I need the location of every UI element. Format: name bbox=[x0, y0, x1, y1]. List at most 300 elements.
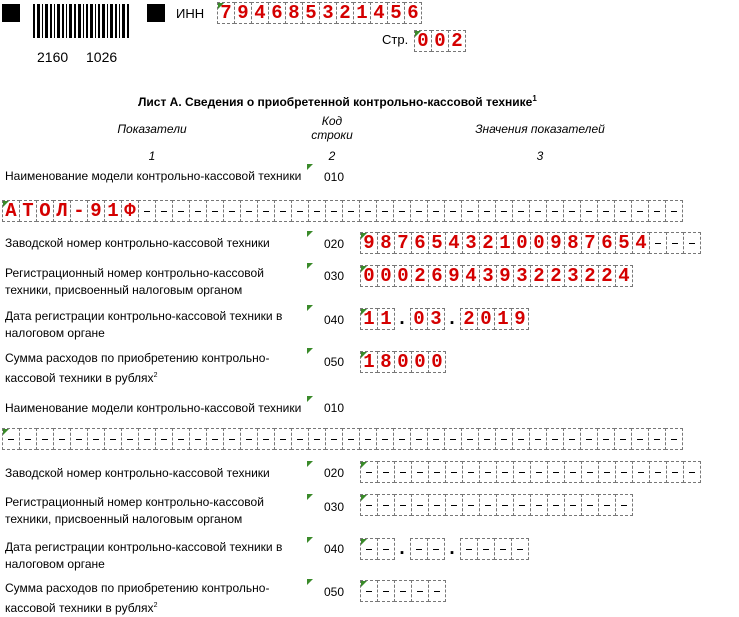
char-cell[interactable] bbox=[428, 232, 446, 254]
empty-dash bbox=[654, 211, 660, 212]
char-cell[interactable] bbox=[428, 461, 446, 483]
char-cell[interactable] bbox=[302, 2, 320, 24]
char-cell[interactable] bbox=[615, 461, 633, 483]
char-cell[interactable] bbox=[360, 461, 378, 483]
char-cell[interactable] bbox=[479, 461, 497, 483]
char-cell[interactable] bbox=[393, 428, 411, 450]
cell-char: 3 bbox=[465, 232, 477, 254]
char-cell[interactable] bbox=[257, 200, 275, 222]
char-cell[interactable] bbox=[325, 200, 343, 222]
char-cell[interactable] bbox=[564, 494, 582, 516]
char-cell[interactable] bbox=[648, 200, 666, 222]
char-cell[interactable] bbox=[513, 461, 531, 483]
cell-char: 4 bbox=[465, 265, 477, 287]
char-cell[interactable] bbox=[581, 265, 599, 287]
char-cell[interactable] bbox=[360, 265, 378, 287]
char-cell[interactable] bbox=[649, 232, 667, 254]
char-cell[interactable] bbox=[513, 494, 531, 516]
char-cell[interactable] bbox=[370, 2, 388, 24]
char-cell[interactable] bbox=[377, 580, 395, 602]
char-cell[interactable] bbox=[411, 580, 429, 602]
char-cell[interactable] bbox=[360, 308, 378, 330]
char-cell[interactable] bbox=[530, 461, 548, 483]
marker-icon bbox=[307, 461, 313, 467]
char-cell[interactable] bbox=[563, 428, 581, 450]
char-cell[interactable] bbox=[285, 2, 303, 24]
char-cell[interactable] bbox=[223, 428, 241, 450]
marker-icon bbox=[361, 495, 367, 501]
char-cell[interactable] bbox=[632, 232, 650, 254]
char-cell[interactable] bbox=[206, 428, 224, 450]
reg-label-1b: техники, присвоенный налоговым органом bbox=[5, 283, 243, 297]
empty-dash bbox=[417, 591, 423, 592]
cell-char: 7 bbox=[220, 2, 232, 24]
cell-char: 0 bbox=[434, 30, 446, 52]
char-cell[interactable] bbox=[448, 30, 466, 52]
char-cell[interactable] bbox=[410, 200, 428, 222]
char-cell[interactable] bbox=[104, 200, 122, 222]
cell-char: 5 bbox=[390, 2, 402, 24]
char-cell[interactable] bbox=[359, 200, 377, 222]
char-cell[interactable] bbox=[377, 232, 395, 254]
char-cell[interactable] bbox=[445, 494, 463, 516]
char-cell[interactable] bbox=[360, 580, 378, 602]
cell-char: О bbox=[39, 200, 51, 222]
date-label-1a: Дата регистрации контрольно-кассовой техники в bbox=[5, 309, 283, 323]
char-cell[interactable] bbox=[479, 232, 497, 254]
empty-dash bbox=[433, 439, 439, 440]
char-cell[interactable] bbox=[87, 428, 105, 450]
empty-dash bbox=[502, 472, 508, 473]
char-cell[interactable] bbox=[631, 428, 649, 450]
char-cell[interactable] bbox=[614, 200, 632, 222]
empty-dash bbox=[485, 472, 491, 473]
char-cell[interactable] bbox=[87, 200, 105, 222]
char-cell[interactable] bbox=[19, 428, 37, 450]
char-cell[interactable] bbox=[547, 461, 565, 483]
char-cell[interactable] bbox=[104, 428, 122, 450]
empty-dash bbox=[654, 439, 660, 440]
char-cell[interactable] bbox=[234, 2, 252, 24]
sheet-title: Лист А. Сведения о приобретенной контрольно-кассовой технике$^1$ bbox=[138, 94, 537, 109]
empty-dash bbox=[314, 439, 320, 440]
char-cell[interactable] bbox=[308, 200, 326, 222]
char-cell[interactable] bbox=[597, 200, 615, 222]
empty-dash bbox=[417, 472, 423, 473]
char-cell[interactable] bbox=[70, 200, 88, 222]
char-cell[interactable] bbox=[615, 494, 633, 516]
marker-icon bbox=[361, 462, 367, 468]
empty-dash bbox=[400, 591, 406, 592]
cell-char: 9 bbox=[448, 265, 460, 287]
char-cell[interactable] bbox=[138, 428, 156, 450]
char-cell[interactable] bbox=[410, 538, 428, 560]
empty-dash bbox=[483, 549, 489, 550]
cell-char: 4 bbox=[635, 232, 647, 254]
char-cell[interactable] bbox=[308, 428, 326, 450]
char-cell[interactable] bbox=[580, 200, 598, 222]
char-cell[interactable] bbox=[428, 580, 446, 602]
char-cell[interactable] bbox=[404, 2, 422, 24]
char-cell[interactable] bbox=[581, 232, 599, 254]
char-cell[interactable] bbox=[496, 494, 514, 516]
char-cell[interactable] bbox=[513, 232, 531, 254]
char-cell[interactable] bbox=[36, 200, 54, 222]
char-cell[interactable] bbox=[581, 494, 599, 516]
char-cell[interactable] bbox=[649, 461, 667, 483]
marker-icon bbox=[361, 233, 367, 239]
date-separator: . bbox=[399, 538, 405, 559]
char-cell[interactable] bbox=[428, 265, 446, 287]
char-cell[interactable] bbox=[511, 538, 529, 560]
char-cell[interactable] bbox=[530, 265, 548, 287]
char-cell[interactable] bbox=[648, 428, 666, 450]
char-cell[interactable] bbox=[462, 461, 480, 483]
cell-char: 8 bbox=[380, 232, 392, 254]
empty-dash bbox=[400, 472, 406, 473]
barcode-number-left: 2160 bbox=[37, 49, 69, 65]
char-cell[interactable] bbox=[598, 461, 616, 483]
char-cell[interactable] bbox=[53, 200, 71, 222]
cell-char: 0 bbox=[380, 265, 392, 287]
char-cell[interactable] bbox=[2, 428, 20, 450]
char-cell[interactable] bbox=[377, 308, 395, 330]
char-cell[interactable] bbox=[387, 2, 405, 24]
empty-dash bbox=[637, 439, 643, 440]
empty-dash bbox=[280, 211, 286, 212]
char-cell[interactable] bbox=[564, 232, 582, 254]
char-cell[interactable] bbox=[376, 428, 394, 450]
char-cell[interactable] bbox=[632, 461, 650, 483]
char-cell[interactable] bbox=[564, 461, 582, 483]
char-cell[interactable] bbox=[512, 428, 530, 450]
empty-dash bbox=[365, 211, 371, 212]
char-cell[interactable] bbox=[189, 428, 207, 450]
empty-dash bbox=[671, 439, 677, 440]
char-cell[interactable] bbox=[274, 200, 292, 222]
empty-dash bbox=[536, 505, 542, 506]
char-cell[interactable] bbox=[394, 265, 412, 287]
line-code-030-2: 030 bbox=[324, 500, 345, 514]
marker-icon bbox=[307, 305, 313, 311]
reg-cells-1[interactable] bbox=[360, 265, 632, 287]
char-cell[interactable] bbox=[496, 265, 514, 287]
cell-char: 1 bbox=[363, 308, 375, 330]
char-cell[interactable] bbox=[529, 200, 547, 222]
char-cell[interactable] bbox=[512, 200, 530, 222]
inn-cells[interactable] bbox=[217, 2, 421, 24]
char-cell[interactable] bbox=[394, 461, 412, 483]
char-cell[interactable] bbox=[631, 200, 649, 222]
cell-char: 9 bbox=[90, 200, 102, 222]
char-cell[interactable] bbox=[121, 428, 139, 450]
char-cell[interactable] bbox=[460, 308, 478, 330]
char-cell[interactable] bbox=[546, 428, 564, 450]
empty-dash bbox=[383, 505, 389, 506]
char-cell[interactable] bbox=[580, 428, 598, 450]
char-cell[interactable] bbox=[291, 200, 309, 222]
char-cell[interactable] bbox=[319, 2, 337, 24]
char-cell[interactable] bbox=[138, 200, 156, 222]
char-cell[interactable] bbox=[53, 428, 71, 450]
char-cell[interactable] bbox=[411, 232, 429, 254]
char-cell[interactable] bbox=[274, 428, 292, 450]
char-cell[interactable] bbox=[445, 265, 463, 287]
char-cell[interactable] bbox=[427, 538, 445, 560]
empty-dash bbox=[195, 211, 201, 212]
serial-cells-1[interactable] bbox=[360, 232, 700, 254]
char-cell[interactable] bbox=[666, 461, 684, 483]
empty-dash bbox=[620, 439, 626, 440]
date-cells-2[interactable] bbox=[360, 538, 528, 560]
char-cell[interactable] bbox=[445, 461, 463, 483]
char-cell[interactable] bbox=[431, 30, 449, 52]
reg-cells-2[interactable] bbox=[360, 494, 632, 516]
char-cell[interactable] bbox=[19, 200, 37, 222]
column-header-indicators: Показатели bbox=[117, 122, 187, 136]
char-cell[interactable] bbox=[223, 200, 241, 222]
empty-dash bbox=[467, 211, 473, 212]
char-cell[interactable] bbox=[477, 308, 495, 330]
char-cell[interactable] bbox=[172, 200, 190, 222]
cell-char: 1 bbox=[380, 308, 392, 330]
cell-char: 5 bbox=[431, 232, 443, 254]
sum-cells-2[interactable] bbox=[360, 580, 445, 602]
char-cell[interactable] bbox=[547, 232, 565, 254]
char-cell[interactable] bbox=[496, 461, 514, 483]
char-cell[interactable] bbox=[546, 200, 564, 222]
char-cell[interactable] bbox=[36, 428, 54, 450]
empty-dash bbox=[620, 211, 626, 212]
cell-char: 3 bbox=[516, 265, 528, 287]
char-cell[interactable] bbox=[377, 538, 395, 560]
cell-char: 0 bbox=[431, 351, 443, 373]
column-number-2: 2 bbox=[328, 149, 336, 163]
char-cell[interactable] bbox=[360, 351, 378, 373]
empty-dash bbox=[553, 505, 559, 506]
cell-char: 3 bbox=[567, 265, 579, 287]
empty-dash bbox=[229, 211, 235, 212]
char-cell[interactable] bbox=[427, 428, 445, 450]
char-cell[interactable] bbox=[377, 494, 395, 516]
marker-icon bbox=[307, 231, 313, 237]
empty-dash bbox=[348, 211, 354, 212]
char-cell[interactable] bbox=[495, 200, 513, 222]
empty-dash bbox=[519, 505, 525, 506]
sum-cells-1[interactable] bbox=[360, 351, 445, 373]
page-label: Стр. bbox=[382, 32, 409, 47]
empty-dash bbox=[517, 549, 523, 550]
char-cell[interactable] bbox=[342, 428, 360, 450]
sum-label-1b: кассовой техники в рублях$^2$ bbox=[5, 371, 158, 385]
char-cell[interactable] bbox=[410, 308, 428, 330]
char-cell[interactable] bbox=[494, 308, 512, 330]
column-header-code: Код строки bbox=[311, 114, 353, 142]
char-cell[interactable] bbox=[683, 461, 701, 483]
char-cell[interactable] bbox=[598, 232, 616, 254]
char-cell[interactable] bbox=[411, 461, 429, 483]
char-cell[interactable] bbox=[360, 538, 378, 560]
char-cell[interactable] bbox=[155, 200, 173, 222]
empty-dash bbox=[161, 211, 167, 212]
line-code-040-2: 040 bbox=[324, 542, 345, 556]
char-cell[interactable] bbox=[411, 265, 429, 287]
empty-dash bbox=[229, 439, 235, 440]
char-cell[interactable] bbox=[394, 580, 412, 602]
char-cell[interactable] bbox=[394, 232, 412, 254]
char-cell[interactable] bbox=[564, 265, 582, 287]
char-cell[interactable] bbox=[597, 428, 615, 450]
char-cell[interactable] bbox=[427, 200, 445, 222]
char-cell[interactable] bbox=[460, 538, 478, 560]
char-cell[interactable] bbox=[547, 265, 565, 287]
char-cell[interactable] bbox=[462, 265, 480, 287]
char-cell[interactable] bbox=[377, 351, 395, 373]
char-cell[interactable] bbox=[581, 461, 599, 483]
inn-label: ИНН bbox=[176, 6, 205, 21]
char-cell[interactable] bbox=[240, 200, 258, 222]
column-number-1: 1 bbox=[148, 149, 156, 163]
char-cell[interactable] bbox=[336, 2, 354, 24]
char-cell[interactable] bbox=[217, 2, 235, 24]
empty-dash bbox=[518, 211, 524, 212]
char-cell[interactable] bbox=[478, 200, 496, 222]
char-cell[interactable] bbox=[530, 494, 548, 516]
char-cell[interactable] bbox=[257, 428, 275, 450]
cell-char: 2 bbox=[533, 265, 545, 287]
char-cell[interactable] bbox=[496, 232, 514, 254]
empty-dash bbox=[144, 211, 150, 212]
char-cell[interactable] bbox=[428, 494, 446, 516]
char-cell[interactable] bbox=[121, 200, 139, 222]
char-cell[interactable] bbox=[414, 30, 432, 52]
empty-dash bbox=[468, 505, 474, 506]
char-cell[interactable] bbox=[2, 200, 20, 222]
char-cell[interactable] bbox=[683, 232, 701, 254]
char-cell[interactable] bbox=[206, 200, 224, 222]
char-cell[interactable] bbox=[615, 265, 633, 287]
char-cell[interactable] bbox=[477, 538, 495, 560]
char-cell[interactable] bbox=[268, 2, 286, 24]
cell-char: 0 bbox=[533, 232, 545, 254]
char-cell[interactable] bbox=[529, 428, 547, 450]
char-cell[interactable] bbox=[563, 200, 581, 222]
empty-dash bbox=[383, 591, 389, 592]
model-label-2: Наименование модели контрольно-кассовой техники bbox=[5, 401, 302, 415]
char-cell[interactable] bbox=[377, 461, 395, 483]
char-cell[interactable] bbox=[479, 265, 497, 287]
marker-icon bbox=[361, 266, 367, 272]
empty-dash bbox=[416, 549, 422, 550]
char-cell[interactable] bbox=[445, 232, 463, 254]
line-code-050-1: 050 bbox=[324, 355, 345, 369]
char-cell[interactable] bbox=[428, 351, 446, 373]
date-separator: . bbox=[399, 308, 405, 329]
char-cell[interactable] bbox=[461, 428, 479, 450]
empty-dash bbox=[484, 439, 490, 440]
char-cell[interactable] bbox=[189, 200, 207, 222]
char-cell[interactable] bbox=[342, 200, 360, 222]
char-cell[interactable] bbox=[665, 200, 683, 222]
char-cell[interactable] bbox=[427, 308, 445, 330]
char-cell[interactable] bbox=[547, 494, 565, 516]
char-cell[interactable] bbox=[394, 351, 412, 373]
char-cell[interactable] bbox=[615, 232, 633, 254]
model-cells-2[interactable] bbox=[2, 428, 682, 450]
char-cell[interactable] bbox=[393, 200, 411, 222]
empty-dash bbox=[348, 439, 354, 440]
line-code-020-2: 020 bbox=[324, 466, 345, 480]
char-cell[interactable] bbox=[353, 2, 371, 24]
cell-char: 4 bbox=[618, 265, 630, 287]
char-cell[interactable] bbox=[614, 428, 632, 450]
char-cell[interactable] bbox=[251, 2, 269, 24]
serial-cells-2[interactable] bbox=[360, 461, 700, 483]
char-cell[interactable] bbox=[495, 428, 513, 450]
char-cell[interactable] bbox=[155, 428, 173, 450]
marker-icon bbox=[307, 494, 313, 500]
char-cell[interactable] bbox=[665, 428, 683, 450]
sum-label-1a: Сумма расходов по приобретению контрольно- bbox=[5, 351, 270, 365]
empty-dash bbox=[672, 472, 678, 473]
char-cell[interactable] bbox=[444, 200, 462, 222]
char-cell[interactable] bbox=[377, 265, 395, 287]
char-cell[interactable] bbox=[598, 265, 616, 287]
empty-dash bbox=[59, 439, 65, 440]
empty-dash bbox=[127, 439, 133, 440]
char-cell[interactable] bbox=[325, 428, 343, 450]
page-cells[interactable] bbox=[414, 30, 465, 52]
date-cells-1[interactable] bbox=[360, 308, 528, 330]
char-cell[interactable] bbox=[511, 308, 529, 330]
model-cells-1[interactable] bbox=[2, 200, 682, 222]
char-cell[interactable] bbox=[376, 200, 394, 222]
char-cell[interactable] bbox=[240, 428, 258, 450]
date-separator: . bbox=[449, 538, 455, 559]
empty-dash bbox=[314, 211, 320, 212]
char-cell[interactable] bbox=[360, 232, 378, 254]
char-cell[interactable] bbox=[411, 351, 429, 373]
empty-dash bbox=[451, 472, 457, 473]
char-cell[interactable] bbox=[291, 428, 309, 450]
char-cell[interactable] bbox=[70, 428, 88, 450]
marker-icon bbox=[3, 429, 9, 435]
empty-dash bbox=[552, 211, 558, 212]
char-cell[interactable] bbox=[359, 428, 377, 450]
char-cell[interactable] bbox=[461, 200, 479, 222]
char-cell[interactable] bbox=[598, 494, 616, 516]
char-cell[interactable] bbox=[513, 265, 531, 287]
char-cell[interactable] bbox=[666, 232, 684, 254]
char-cell[interactable] bbox=[479, 494, 497, 516]
char-cell[interactable] bbox=[411, 494, 429, 516]
char-cell[interactable] bbox=[494, 538, 512, 560]
char-cell[interactable] bbox=[410, 428, 428, 450]
empty-dash bbox=[212, 211, 218, 212]
char-cell[interactable] bbox=[462, 494, 480, 516]
char-cell[interactable] bbox=[172, 428, 190, 450]
char-cell[interactable] bbox=[530, 232, 548, 254]
char-cell[interactable] bbox=[394, 494, 412, 516]
char-cell[interactable] bbox=[360, 494, 378, 516]
char-cell[interactable] bbox=[444, 428, 462, 450]
char-cell[interactable] bbox=[478, 428, 496, 450]
char-cell[interactable] bbox=[462, 232, 480, 254]
corner-marker-left bbox=[2, 4, 20, 22]
cell-char: 2 bbox=[584, 265, 596, 287]
empty-dash bbox=[536, 472, 542, 473]
empty-dash bbox=[110, 439, 116, 440]
